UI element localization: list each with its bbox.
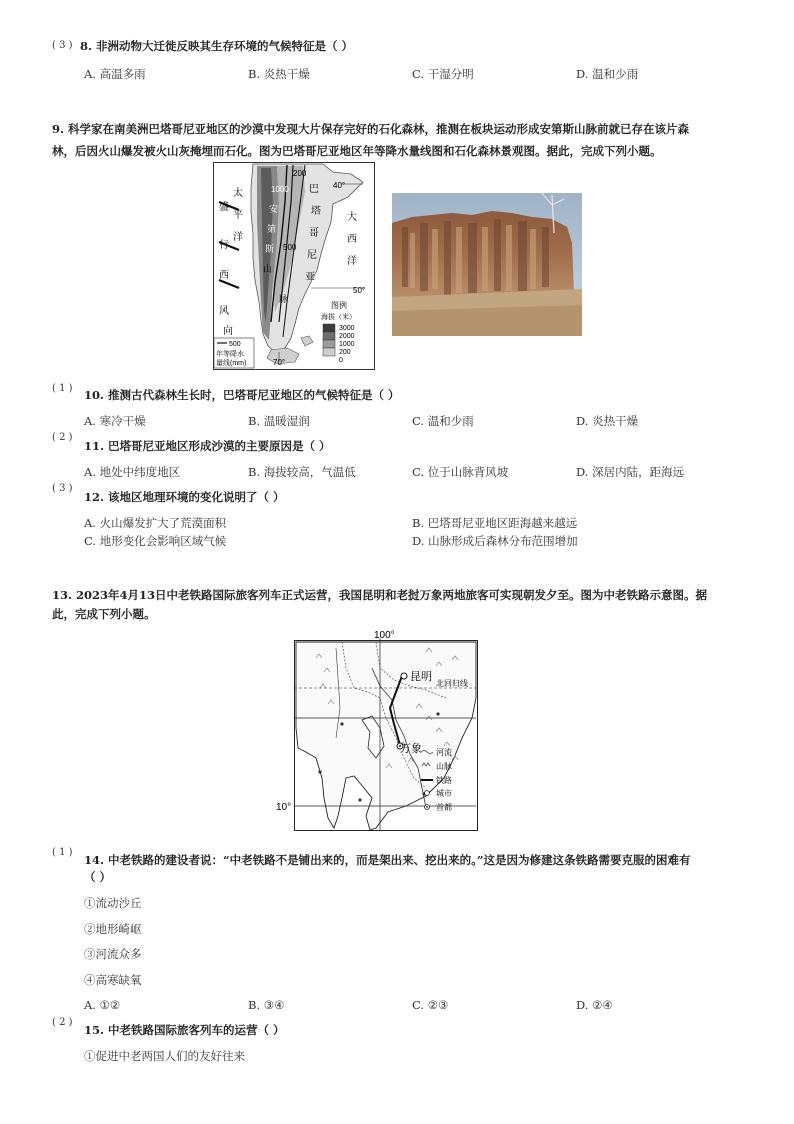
andes-label-4: 山 [263,264,273,274]
question-intro-line: 13. 2023年4月13日中老铁路国际旅客列车正式运营，我国昆明和老挝万象两地旅客可实现朝发夕至。图为中老铁路示意图。据 [52,588,708,602]
atlantic-label-2: 西 [347,234,357,245]
legend-value-200: 200 [339,349,351,356]
kunming-label: 昆明 [410,671,432,683]
question-intro-line: 林，后因火山爆发被火山灰掩埋而石化。图为巴塔哥尼亚地区年等降水量线图和石化森林景观图。据此，完成下列小题。 [52,144,662,158]
question-number: ( 1 ) [52,847,73,858]
legend-mountain: 山脉 [436,762,452,771]
question-intro-line: 此，完成下列小题。 [52,607,156,621]
andes-label-3: 斯 [265,244,275,254]
pacific-label-2: 平 [233,210,243,221]
statement-item: ④高寒缺氧 [84,973,142,987]
atlantic-label-1: 大 [347,212,357,223]
legend-value-2000: 2000 [339,333,355,340]
patagonia-label-4: 尼 [307,250,317,261]
lon-100-label: 100° [374,630,395,641]
option-b[interactable]: B. 炎热干燥 [248,67,310,81]
legend-subtitle: 海拔（米） [321,314,356,321]
option-d[interactable]: D. ②④ [576,998,613,1012]
lon-70-label: 70° [273,358,286,367]
legend-value-0: 0 [339,357,343,364]
question-stem-cont: （ ） [84,870,112,884]
andes-label-1: 安 [269,204,279,214]
question-number: ( 3 ) [52,40,73,51]
statement-item: ②地形崎岖 [84,922,142,936]
legend-railway: 铁路 [436,776,452,785]
question-number: ( 1 ) [52,383,73,394]
lat-50-label: 50° [353,286,366,295]
patagonia-precipitation-map [213,162,375,370]
option-d[interactable]: D. 深居内陆，距海远 [576,465,685,479]
option-c[interactable]: C. 干湿分明 [412,67,474,81]
option-b[interactable]: B. 巴塔哥尼亚地区距海越来越远 [412,516,578,530]
pacific-label-3: 洋 [233,232,243,243]
isohyet-1000-label: 1000 [271,185,289,194]
patagonia-label-3: 哥 [309,228,319,239]
lat-10-label: 10° [276,802,292,813]
legend-river: 河流 [436,748,452,757]
vientiane-label: 万象 [400,743,422,755]
option-d[interactable]: D. 山脉形成后森林分布范围增加 [412,534,578,548]
option-c[interactable]: C. 位于山脉背风坡 [412,465,509,479]
patagonia-label-1: 巴 [309,184,319,195]
question-stem: 15. 中老铁路国际旅客列车的运营（ ） [84,1023,285,1037]
question-stem: 12. 该地区地理环境的变化说明了（ ） [84,490,285,504]
legend-value-1000: 1000 [339,341,355,348]
statement-item: ①促进中老两国人们的友好往来 [84,1049,245,1063]
china-laos-railway-map [276,628,480,834]
option-b[interactable]: B. 海拔较高，气温低 [248,465,356,479]
question-intro-line: 9. 科学家在南美洲巴塔哥尼亚地区的沙漠中发现大片保存完好的石化森林，推测在板块运动形成安第斯山脉前就已存在该片森 [52,122,690,136]
legend-value-3000: 3000 [339,325,355,332]
patagonia-label-2: 塔 [311,206,321,217]
question-stem: 8. 非洲动物大迁徙反映其生存环境的气候特征是（ ） [80,39,354,53]
option-c[interactable]: C. 温和少雨 [412,414,474,428]
question-stem: 10. 推测古代森林生长时，巴塔哥尼亚地区的气候特征是（ ） [84,388,400,402]
andes-label-5: 脉 [279,294,289,304]
isohyet-500-label: 500 [283,243,297,252]
isohyet-legend-value: 500 [229,341,241,348]
patagonia-label-5: 亚 [305,272,315,283]
isohyet-200-label: 200 [293,169,307,178]
question-number: ( 2 ) [52,1017,73,1028]
pacific-label-1: 太 [233,188,243,199]
option-a[interactable]: A. 地处中纬度地区 [84,465,181,479]
question-stem: 11. 巴塔哥尼亚地区形成沙漠的主要原因是（ ） [84,439,331,453]
option-d[interactable]: D. 炎热干燥 [576,414,639,428]
option-c[interactable]: C. ②③ [412,998,449,1012]
westerly-label-4: 风 [219,306,229,317]
option-a[interactable]: A. 火山爆发扩大了荒漠面积 [84,516,227,530]
isohyet-legend-label-2: 量线(mm) [216,360,247,367]
direction-label: 向 [223,326,233,337]
petrified-forest-photo [392,193,582,336]
atlantic-label-3: 洋 [347,256,357,267]
option-b[interactable]: B. 温暖湿润 [248,414,310,428]
legend-capital: 首都 [436,803,452,812]
option-a[interactable]: A. ①② [84,998,121,1012]
statement-item: ③河流众多 [84,947,142,961]
tropic-label: 北回归线 [436,679,468,688]
lat-40-label: 40° [333,181,346,190]
option-d[interactable]: D. 温和少雨 [576,67,639,81]
option-c[interactable]: C. 地形变化会影响区域气候 [84,534,227,548]
option-a[interactable]: A. 高温多雨 [84,67,146,81]
westerly-label-1: 盛 [219,202,229,213]
andes-label-2: 第 [267,224,277,234]
question-number: ( 2 ) [52,432,73,443]
option-b[interactable]: B. ③④ [248,998,285,1012]
legend-city: 城市 [436,789,452,798]
legend-title: 图例 [331,301,347,310]
option-a[interactable]: A. 寒冷干燥 [84,414,146,428]
westerly-label-3: 西 [219,270,229,281]
question-stem: 14. 中老铁路的建设者说：“中老铁路不是铺出来的，而是架出来、挖出来的。”这是因为修建这条铁路需要克服的困难有 [84,853,691,867]
question-number: ( 3 ) [52,483,73,494]
westerly-label-2: 行 [219,240,229,251]
statement-item: ①流动沙丘 [84,896,142,910]
isohyet-legend-label-1: 年等降水 [216,351,244,358]
